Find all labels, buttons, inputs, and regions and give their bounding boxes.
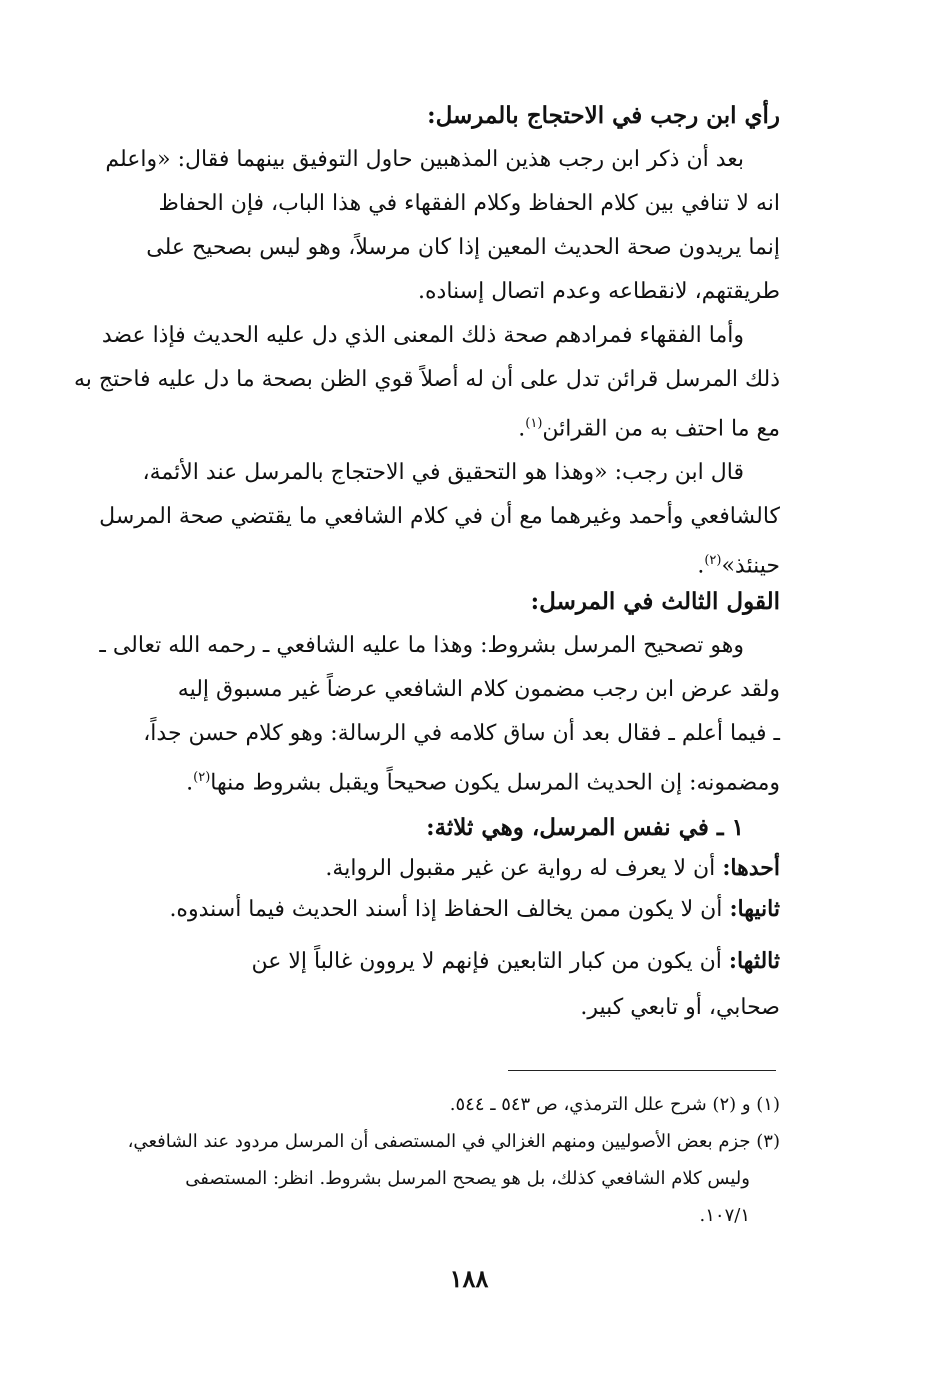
paragraph-line: وهو تصحيح المرسل بشروط: وهذا ما عليه الشافعي ـ رحمه الله تعالى ـ — [99, 633, 744, 658]
footnote-separator — [508, 1070, 776, 1071]
footnote: ١٠٧/١. — [699, 1205, 750, 1226]
condition-text: أن يكون من كبار التابعين فإنهم لا يروون غالباً إلا عن — [251, 949, 722, 974]
paragraph-line: كالشافعي وأحمد وغيرهما مع أن في كلام الشافعي ما يقتضي صحة المرسل — [99, 504, 780, 530]
footnote-ref: (٢) — [704, 553, 722, 569]
paragraph-line: وأما الفقهاء فمرادهم صحة ذلك المعنى الذي دل عليه الحديث فإذا عضد — [101, 323, 744, 348]
page-number: ١٨٨ — [449, 1264, 489, 1293]
period: . — [697, 553, 705, 579]
paragraph-line: ولقد عرض ابن رجب مضمون كلام الشافعي عرضاً غير مسبوق إليه — [177, 677, 780, 702]
footnote-ref: (١) — [525, 416, 543, 431]
main-text-2 — [76, 580, 780, 805]
conditions-list — [76, 808, 780, 1031]
condition-item — [76, 848, 780, 889]
footnotes — [76, 1086, 780, 1234]
section-heading: القول الثالث في المرسل: — [530, 588, 780, 615]
footnote: (١) و (٢) شرح علل الترمذي، ص ٥٤٣ ـ ٥٤٤. — [449, 1094, 780, 1115]
footnote: وليس كلام الشافعي كذلك، بل هو يصحح المرسل بشروط. انظر: المستصفى — [185, 1168, 750, 1189]
paragraph-text: حينئذ» — [721, 553, 780, 579]
condition-label: ثانيها: — [729, 896, 780, 922]
paragraph-text: مع ما احتف به من القرائن — [542, 416, 780, 442]
paragraph-line — [76, 402, 780, 451]
condition-label: أحدها: — [722, 855, 780, 881]
period: . — [186, 770, 194, 796]
section-heading: رأي ابن رجب في الاحتجاج بالمرسل: — [427, 102, 780, 129]
paragraph-line: ـ فيما أعلم ـ فقال بعد أن ساق كلامه في الرسالة: وهو كلام حسن جداً، — [143, 721, 780, 746]
condition-item — [76, 889, 780, 930]
condition-item — [76, 938, 780, 985]
main-text — [73, 94, 780, 589]
conditions-heading: ١ ـ في نفس المرسل، وهي ثلاثة: — [426, 814, 744, 841]
paragraph-line: طريقتهم، لانقطاعه وعدم اتصال إسناده. — [418, 279, 780, 304]
paragraph-line: ذلك المرسل قرائن تدل على أن له أصلاً قوي الظن بصحة ما دل عليه فاحتج به — [73, 367, 780, 392]
paragraph-line: بعد أن ذكر ابن رجب هذين المذهبين حاول التوفيق بينهما فقال: «واعلم — [105, 147, 744, 172]
footnote: (٣) جزم بعض الأصوليين ومنهم الغزالي في المستصفى أن المرسل مردود عند الشافعي، — [127, 1131, 780, 1152]
condition-text: أن لا يعرف له رواية عن غير مقبول الرواية. — [325, 856, 716, 881]
footnote-ref: (٢) — [193, 770, 211, 785]
paragraph-line: قال ابن رجب: «وهذا هو التحقيق في الاحتجاج بالمرسل عند الأئمة، — [142, 460, 744, 486]
period: . — [518, 416, 526, 442]
paragraph-line — [76, 756, 780, 805]
condition-item-continued: صحابي، أو تابعي كبير. — [580, 995, 780, 1020]
condition-text: أن لا يكون ممن يخالف الحفاظ إذا أسند الحديث فيما أسندوه. — [169, 897, 723, 922]
paragraph-line: انه لا تنافي بين كلام الحفاظ وكلام الفقهاء في هذا الباب، فإن الحفاظ — [158, 191, 780, 216]
paragraph-text: ومضمونه: إن الحديث المرسل يكون صحيحاً ويقبل بشروط منها — [210, 770, 780, 796]
condition-label: ثالثها: — [728, 948, 780, 974]
paragraph-line: إنما يريدون صحة الحديث المعين إذا كان مرسلاً، وهو ليس بصحيح على — [146, 235, 780, 260]
